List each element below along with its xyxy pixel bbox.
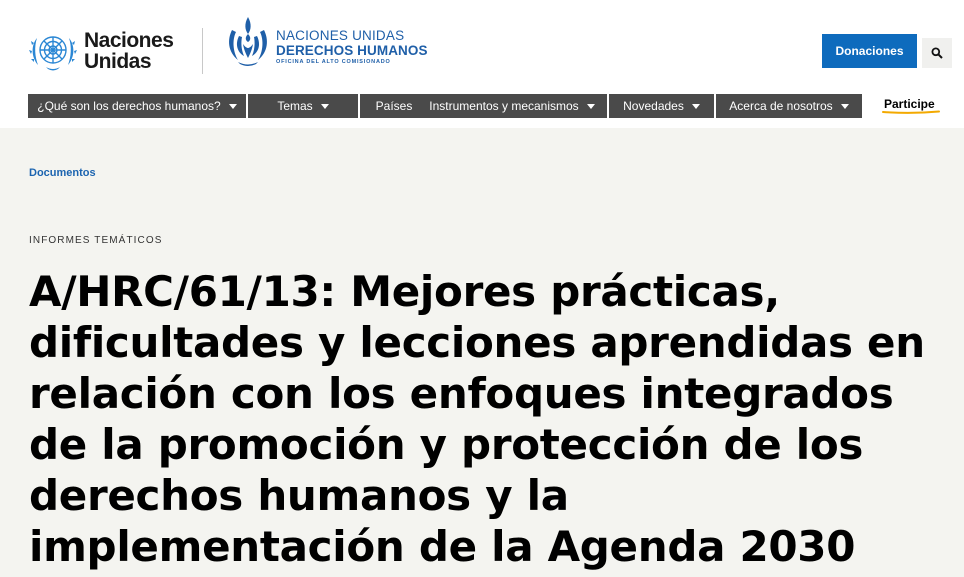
- document-category: INFORMES TEMÁTICOS: [29, 235, 163, 246]
- nav-item-topics[interactable]: [248, 94, 358, 118]
- site-header: [0, 0, 964, 128]
- participe-link[interactable]: Participe: [884, 97, 935, 111]
- nav-item-about-us[interactable]: [716, 94, 862, 118]
- participe-underline: [882, 110, 940, 114]
- caret-down-icon: [229, 104, 237, 109]
- page-title: A/HRC/61/13: Mejores prácticas, dificultades y lecciones aprendidas en relación con los enfoques integrados de la promoción y protección de los derechos humanos y la implementación de la Agenda 2030: [29, 267, 925, 571]
- ohchr-emblem-icon[interactable]: [224, 14, 272, 68]
- un-emblem-icon[interactable]: [28, 29, 78, 73]
- caret-down-icon: [692, 104, 700, 109]
- breadcrumb-documents[interactable]: Documentos: [29, 167, 96, 179]
- caret-down-icon: [841, 104, 849, 109]
- logo-divider: [202, 28, 203, 74]
- donate-button[interactable]: Donaciones: [822, 34, 917, 68]
- un-logo-line2: Unidas: [84, 50, 152, 73]
- nav-item-label: Acerca de nosotros: [729, 99, 833, 113]
- un-logo-line1: Naciones: [84, 29, 174, 52]
- caret-down-icon: [321, 104, 329, 109]
- ohchr-logo-line1: NACIONES UNIDAS: [276, 28, 405, 43]
- search-icon: [931, 47, 943, 59]
- un-logo-text[interactable]: [84, 30, 194, 72]
- nav-item-instruments[interactable]: [417, 94, 607, 118]
- ohchr-logo-line3: OFICINA DEL ALTO COMISIONADO: [276, 59, 391, 65]
- caret-down-icon: [587, 104, 595, 109]
- ohchr-logo-text[interactable]: [276, 28, 428, 67]
- nav-item-label: Temas: [277, 99, 313, 113]
- nav-item-label: Instrumentos y mecanismos: [429, 99, 579, 113]
- ohchr-logo-line2: DERECHOS HUMANOS: [276, 43, 428, 58]
- nav-item-news[interactable]: [609, 94, 714, 118]
- nav-item-label: Países: [375, 99, 413, 113]
- nav-item-label: ¿Qué son los derechos humanos?: [37, 99, 221, 113]
- nav-item-what-are-human-rights[interactable]: [28, 94, 246, 118]
- nav-item-label: Novedades: [623, 99, 684, 113]
- search-button[interactable]: [922, 38, 952, 68]
